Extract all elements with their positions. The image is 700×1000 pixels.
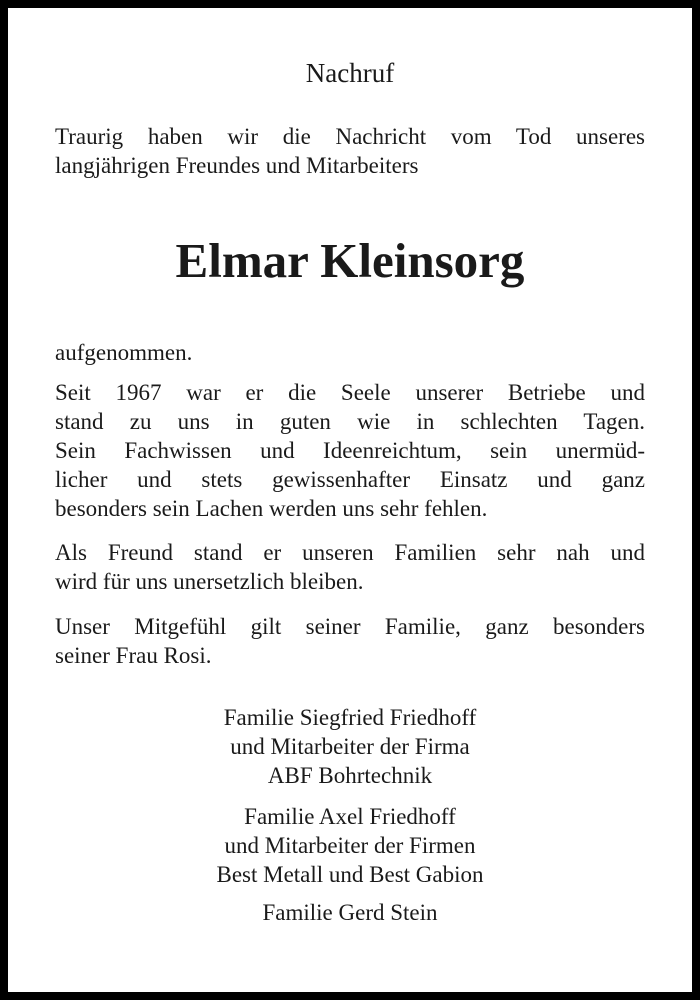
- paragraph-1: [55, 378, 645, 523]
- signature-1: [55, 703, 645, 790]
- intro-text: [55, 122, 645, 180]
- intro-line: langjährigen Freundes und Mitarbeiters: [55, 153, 419, 178]
- signature-line: Best Metall und Best Gabion: [216, 862, 484, 887]
- signature-line: Familie Gerd Stein: [262, 900, 438, 925]
- text-line: aufgenommen.: [55, 340, 193, 365]
- text-line: stand zu uns in guten wie in schlechten Tagen.: [55, 409, 645, 434]
- text-line: wird für uns unersetzlich bleiben.: [55, 569, 364, 594]
- after-name-text: [55, 338, 645, 367]
- text-line: Sein Fachwissen und Ideenreichtum, sein unermüd-: [55, 438, 645, 463]
- intro-line: Traurig haben wir die Nachricht vom Tod unseres: [55, 124, 645, 149]
- signature-line: und Mitarbeiter der Firma: [230, 734, 470, 759]
- text-line: besonders sein Lachen werden uns sehr fehlen.: [55, 496, 488, 521]
- signature-line: Familie Axel Friedhoff: [244, 804, 456, 829]
- paragraph-2: [55, 538, 645, 596]
- signature-line: Familie Siegfried Friedhoff: [223, 705, 477, 730]
- paragraph-3: [55, 612, 645, 670]
- text-line: Seit 1967 war er die Seele unserer Betriebe und: [55, 380, 645, 405]
- obituary-title: Nachruf: [305, 58, 395, 88]
- signature-3: [55, 898, 645, 927]
- text-line: Unser Mitgefühl gilt seiner Familie, ganz besonders: [55, 614, 645, 639]
- signature-2: [55, 802, 645, 889]
- text-line: seiner Frau Rosi.: [55, 643, 212, 668]
- signature-line: ABF Bohrtechnik: [267, 763, 433, 788]
- deceased-name: Elmar Kleinsorg: [175, 233, 525, 288]
- text-line: Als Freund stand er unseren Familien sehr nah und: [55, 540, 645, 565]
- signature-line: und Mitarbeiter der Firmen: [224, 833, 476, 858]
- text-line: licher und stets gewissenhafter Einsatz und ganz: [55, 467, 645, 492]
